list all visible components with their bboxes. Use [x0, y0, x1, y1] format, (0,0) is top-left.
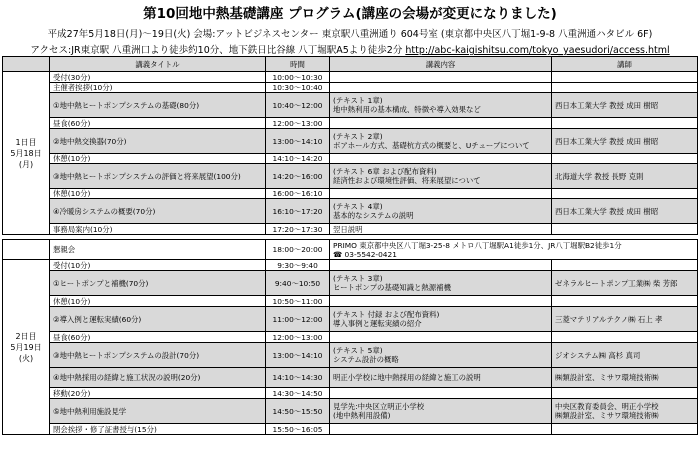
content-line: システム設計の概略: [333, 355, 399, 364]
header-content: 講義内容: [330, 57, 552, 72]
content-line: (テキスト 1章): [333, 96, 383, 105]
venue-line: 平成27年5月18日(月)〜19日(火) 会場:アットビジネスセンター 東京駅八重洲通り 604号室 (東京都中央区八丁堀1-9-8 八重洲通ハタビル 6F): [47, 29, 653, 40]
table-row: [3, 260, 698, 271]
title-cell: ①ヒートポンプと補機(70分): [50, 271, 266, 296]
content-line: (テキスト 付録 および配布資料): [333, 310, 440, 319]
lecturer-cell: [552, 72, 698, 83]
time-cell: 12:00〜13:00: [266, 332, 330, 343]
lecturer-cell: [552, 118, 698, 129]
content-line: ヒートポンプの基礎知識と熱源補機: [333, 283, 451, 292]
lecturer-cell: ジオシステム㈱ 高杉 真司: [552, 343, 698, 368]
lecturer-cell: [552, 189, 698, 199]
time-cell: 9:30〜9:40: [266, 260, 330, 271]
time-cell: 14:20〜16:00: [266, 164, 330, 189]
title-cell: 休憩(10分): [50, 189, 266, 199]
lecturer-cell: ㈱類設計室、ミサワ環境技術㈱: [552, 368, 698, 388]
lecturer-cell: 北海道大学 教授 長野 克則: [552, 164, 698, 189]
content-cell: [330, 199, 552, 224]
title-cell: 閉会挨拶・修了証書授与(15分): [50, 424, 266, 435]
day1-day-label: 1日目 5月18日 (月): [3, 72, 50, 235]
party-content-line: PRIMO 東京都中央区八丁堀3-25-8 メトロ八丁堀駅A1徒歩1分、JR八丁堀駅B2徒歩1分: [333, 240, 622, 250]
content-cell: [330, 83, 552, 93]
table-row: [3, 424, 698, 435]
page-title: 第10回地中熱基礎講座 プログラム(講座の会場が変更になりました): [143, 6, 557, 22]
program-table: [2, 56, 698, 435]
lecturer-cell: [552, 260, 698, 271]
party-section: [3, 240, 698, 260]
lecturer-cell: [552, 154, 698, 164]
time-cell: 11:00〜12:00: [266, 307, 330, 332]
content-cell: [330, 307, 552, 332]
title-cell: ②導入例と運転実績(60分): [50, 307, 266, 332]
content-cell: [330, 154, 552, 164]
header-day: [3, 57, 50, 72]
header-title: 講義タイトル: [50, 57, 266, 72]
day2-day-label: 2日目 5月19日 (火): [3, 260, 50, 435]
title-cell: ①地中熱ヒートポンプシステムの基礎(80分): [50, 93, 266, 118]
content-line: 地中熱利用の基本構成、特徴や導入効果など: [333, 105, 481, 114]
title-cell: 受付(10分): [50, 260, 266, 271]
content-cell: [330, 399, 552, 424]
day1-section: [3, 72, 698, 235]
party-time: 18:00〜20:00: [266, 240, 330, 260]
content-cell: [330, 93, 552, 118]
time-cell: 14:50〜15:50: [266, 399, 330, 424]
content-cell: [330, 129, 552, 154]
content-cell: 明正小学校に地中熱採用の経緯と施工の説明: [330, 368, 552, 388]
day2-section: [3, 260, 698, 435]
time-cell: 16:00〜16:10: [266, 189, 330, 199]
title-cell: 主催者挨拶(10分): [50, 83, 266, 93]
table-row: [3, 343, 698, 368]
title-cell: ④地中熱採用の経緯と施工状況の説明(20分): [50, 368, 266, 388]
lecturer-cell: [552, 424, 698, 435]
content-cell: [330, 271, 552, 296]
table-row: [3, 388, 698, 399]
title-cell: 受付(30分): [50, 72, 266, 83]
lecturer-cell: 西日本工業大学 教授 成田 樹昭: [552, 129, 698, 154]
content-cell: 翌日説明: [330, 224, 552, 235]
table-row: [3, 93, 698, 118]
table-row: [3, 189, 698, 199]
time-cell: 16:10〜17:20: [266, 199, 330, 224]
time-cell: 15:50〜16:05: [266, 424, 330, 435]
title-cell: ⑤地中熱利用施設見学: [50, 399, 266, 424]
content-cell: [330, 72, 552, 83]
table-row: [3, 399, 698, 424]
title-cell: 休憩(10分): [50, 154, 266, 164]
title-cell: ②地中熱交換器(70分): [50, 129, 266, 154]
content-line: (テキスト 6章 および配布資料): [333, 167, 437, 176]
table-row: [3, 307, 698, 332]
lecturer-cell: [552, 332, 698, 343]
lecturer-cell: [552, 296, 698, 307]
title-cell: 移動(20分): [50, 388, 266, 399]
table-row: [3, 83, 698, 93]
title-cell: ③地中熱ヒートポンプシステムの評価と将来展望(100分): [50, 164, 266, 189]
content-line: 経済性および環境性評価、将来展望について: [333, 176, 481, 185]
table-row: [3, 224, 698, 235]
time-cell: 14:30〜14:50: [266, 388, 330, 399]
party-title: 懇親会: [50, 240, 266, 260]
table-row: [3, 199, 698, 224]
access-text: アクセス:JR東京駅 八重洲口より徒歩約10分、地下鉄日比谷線 八丁堀駅A5より徒歩2分: [30, 45, 406, 56]
content-line: (テキスト 2章): [333, 132, 383, 141]
content-cell: [330, 343, 552, 368]
table-row: [3, 368, 698, 388]
lecturer-cell: [552, 399, 698, 424]
lecturer-cell: [552, 83, 698, 93]
content-line: 基本的なシステムの説明: [333, 211, 414, 220]
time-cell: 13:00〜14:10: [266, 343, 330, 368]
lecturer-cell: ゼネラルヒートポンプ工業㈱ 柴 芳郎: [552, 271, 698, 296]
access-link[interactable]: http://abc-kaigishitsu.com/tokyo_yaesudori/access.html: [405, 45, 670, 56]
table-row: [3, 154, 698, 164]
lecturer-line: 中央区教育委員会、明正小学校: [555, 402, 659, 411]
table-row: [3, 164, 698, 189]
title-cell: 事務局案内(10分): [50, 224, 266, 235]
time-cell: 10:40〜12:00: [266, 93, 330, 118]
lecturer-cell: 三菱マテリアルテクノ㈱ 石上 孝: [552, 307, 698, 332]
table-row: [3, 72, 698, 83]
lecturer-cell: [552, 388, 698, 399]
table-row: [3, 118, 698, 129]
content-line: (テキスト 5章): [333, 346, 383, 355]
content-cell: [330, 332, 552, 343]
content-cell: [330, 260, 552, 271]
time-cell: 10:30〜10:40: [266, 83, 330, 93]
content-line: (地中熱利用設備): [333, 411, 391, 420]
time-cell: 10:50〜11:00: [266, 296, 330, 307]
lecturer-line: ㈱類設計室、ミサワ環境技術㈱: [555, 411, 659, 420]
lecturer-cell: [552, 224, 698, 235]
party-content-line: ☎ 03-5542-0421: [333, 249, 397, 259]
header-time: 時間: [266, 57, 330, 72]
time-cell: 9:40〜10:50: [266, 271, 330, 296]
header-lecturer: 講師: [552, 57, 698, 72]
title-cell: ③地中熱ヒートポンプシステムの設計(70分): [50, 343, 266, 368]
content-line: ボアホール方式、基礎杭方式の概要と、Uチューブについて: [333, 141, 530, 150]
table-row: [3, 129, 698, 154]
content-line: 見学先:中央区立明正小学校: [333, 402, 425, 411]
title-cell: 休憩(10分): [50, 296, 266, 307]
time-cell: 10:00〜10:30: [266, 72, 330, 83]
time-cell: 14:10〜14:20: [266, 154, 330, 164]
access-line: [0, 42, 700, 56]
content-cell: [330, 164, 552, 189]
time-cell: 12:00〜13:00: [266, 118, 330, 129]
table-row: [3, 271, 698, 296]
lecturer-cell: 西日本工業大学 教授 成田 樹昭: [552, 199, 698, 224]
table-row: [3, 296, 698, 307]
content-line: (テキスト 3章): [333, 274, 383, 283]
time-cell: 17:20〜17:30: [266, 224, 330, 235]
content-cell: [330, 424, 552, 435]
party-content: [330, 240, 698, 260]
table-row: [3, 332, 698, 343]
title-cell: ④冷暖房システムの概要(70分): [50, 199, 266, 224]
content-line: 導入事例と運転実績の紹介: [333, 319, 422, 328]
party-day-cell: [3, 240, 50, 260]
title-cell: 昼食(60分): [50, 332, 266, 343]
time-cell: 14:10〜14:30: [266, 368, 330, 388]
time-cell: 13:00〜14:10: [266, 129, 330, 154]
lecturer-cell: 西日本工業大学 教授 成田 樹昭: [552, 93, 698, 118]
content-cell: [330, 388, 552, 399]
content-cell: [330, 118, 552, 129]
content-cell: [330, 189, 552, 199]
title-cell: 昼食(60分): [50, 118, 266, 129]
content-line: (テキスト 4章): [333, 202, 383, 211]
content-cell: [330, 296, 552, 307]
